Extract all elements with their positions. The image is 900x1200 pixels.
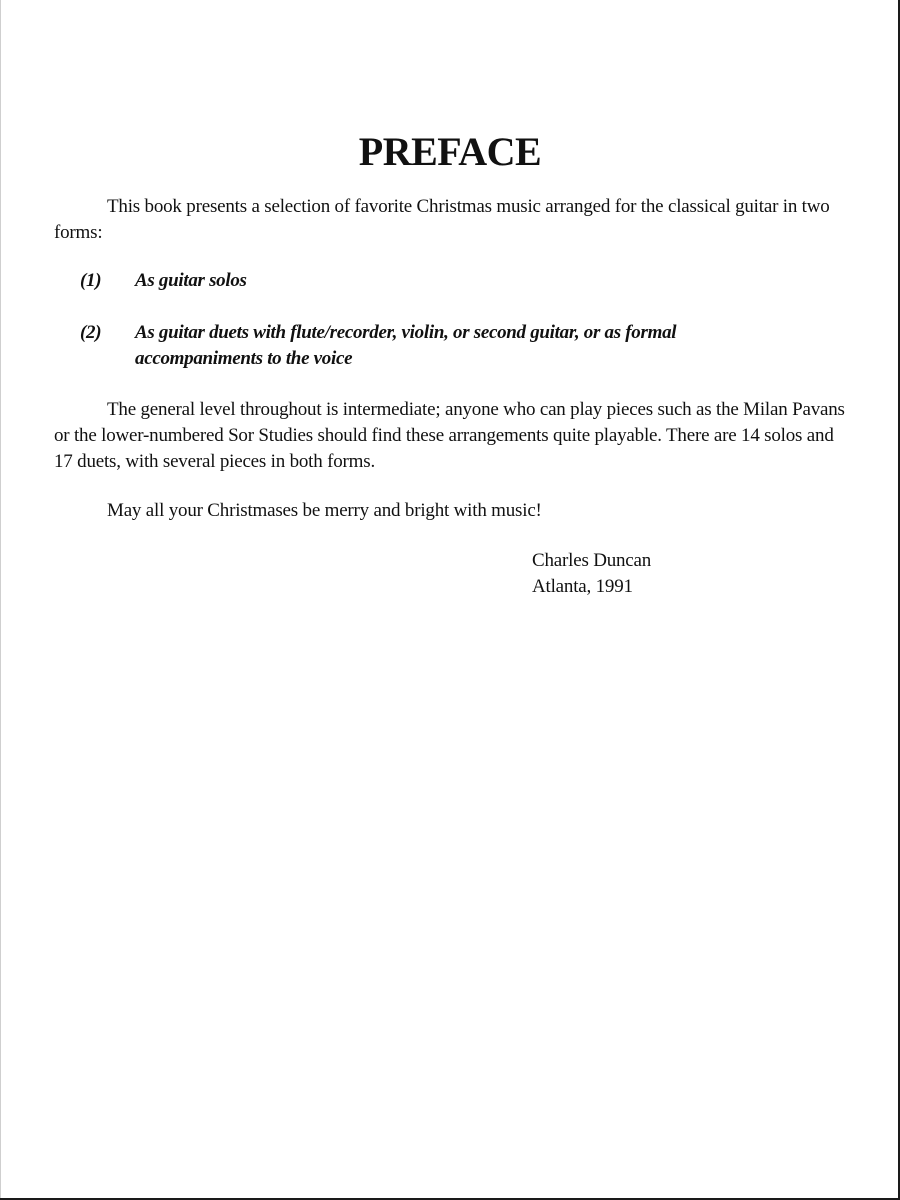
signature-place-date: Atlanta, 1991 xyxy=(532,576,633,597)
closing-paragraph: May all your Christmases be merry and bright with music! xyxy=(107,500,542,521)
list-item xyxy=(80,268,780,294)
level-paragraph: The general level throughout is intermediate; anyone who can play pieces such as the Milan Pavans or the lower-numbered Sor Studies should find these arrangements quite playable. There are 14 solos and 17 duets, with several pieces in both forms. xyxy=(54,399,845,472)
intro-paragraph: This book presents a selection of favorite Christmas music arranged for the classical guitar in two forms: xyxy=(54,196,830,243)
page-left-edge xyxy=(0,0,1,1200)
signature-block xyxy=(532,548,832,600)
page-title: PREFACE xyxy=(358,129,542,174)
list-item-number: (2) xyxy=(80,322,102,343)
list-item-text: As guitar duets with flute/recorder, violin, or second guitar, or as formal accompaniments to the voice xyxy=(135,322,677,369)
list-item-text: As guitar solos xyxy=(135,270,247,291)
signature-name: Charles Duncan xyxy=(532,550,652,571)
list-item-number: (1) xyxy=(80,270,102,291)
list-item xyxy=(80,320,780,372)
